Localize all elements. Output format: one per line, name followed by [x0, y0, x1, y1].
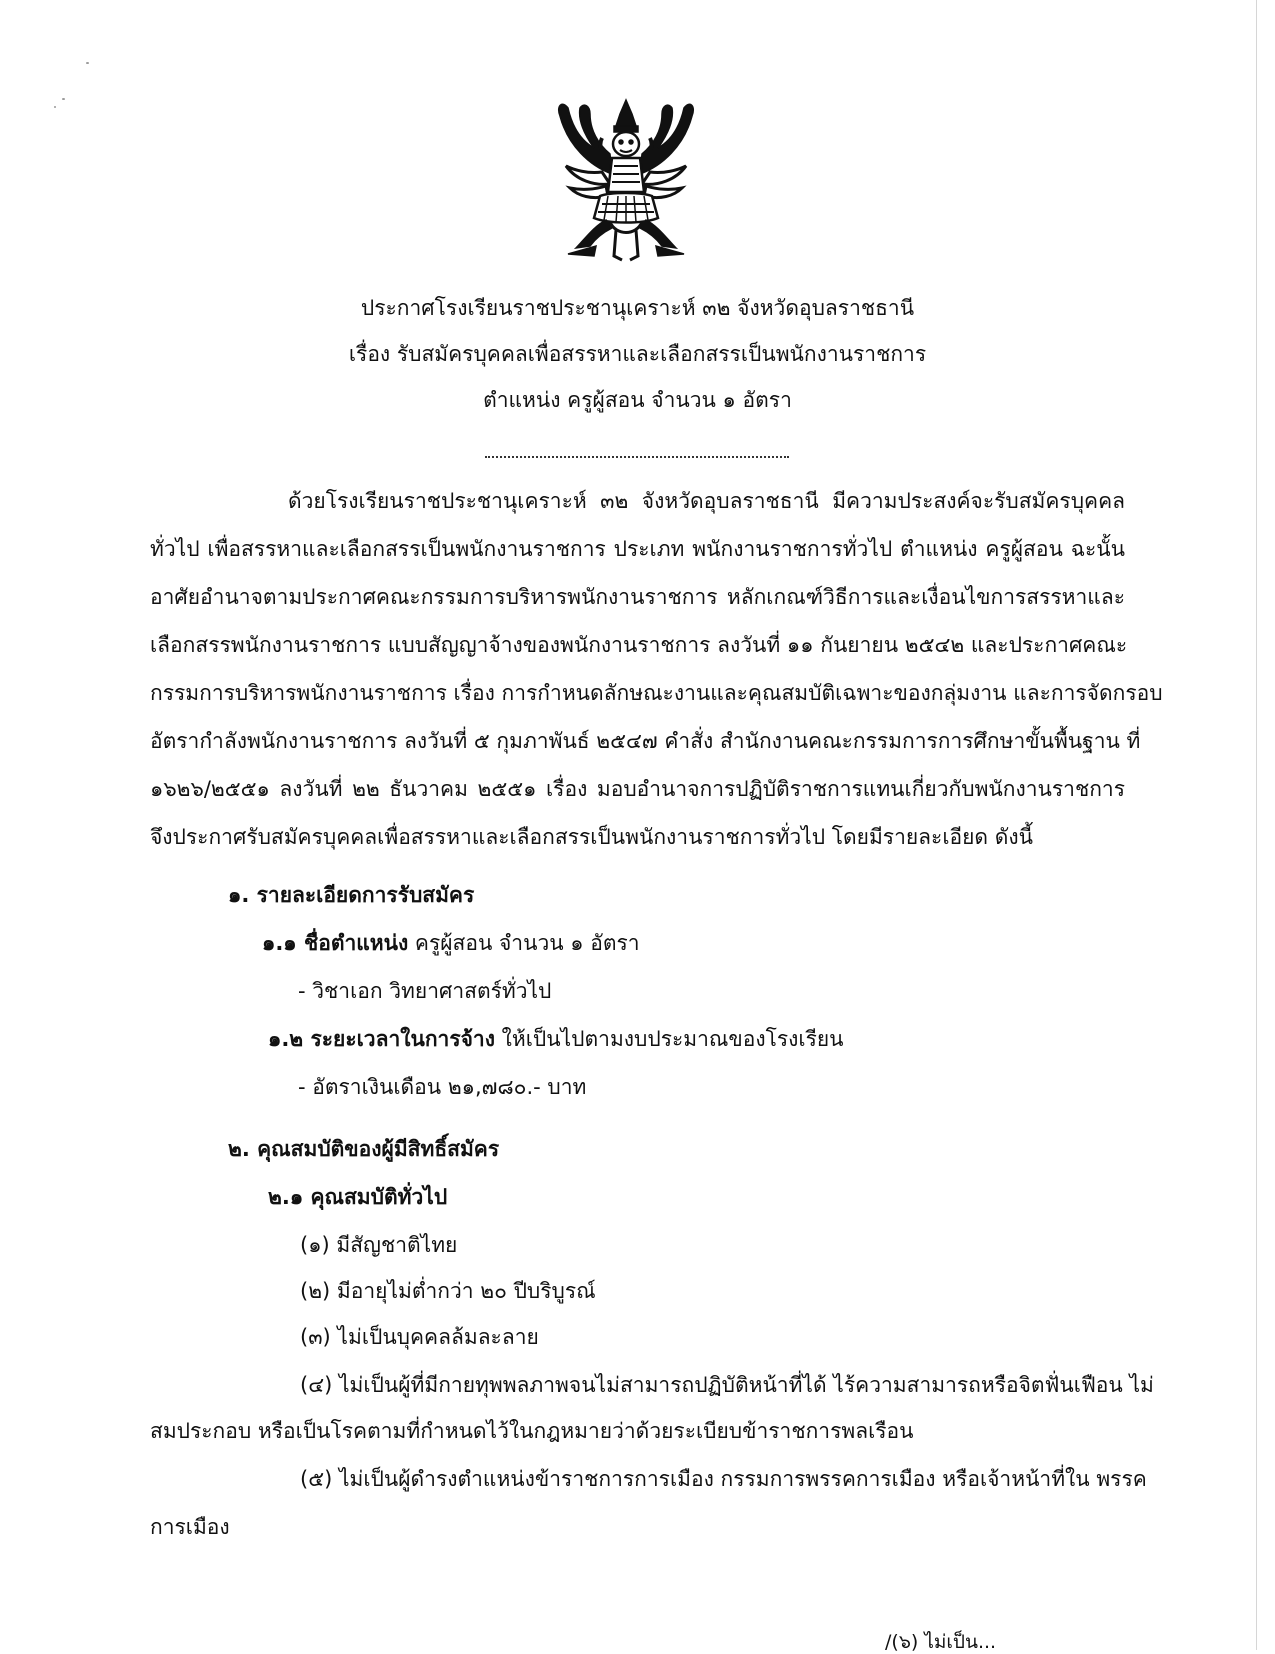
qualification-item: (๔) ไม่เป็นผู้ที่มีกายทุพพลภาพจนไม่สามารถปฏิบัติหน้าที่ได้ ไร้ความสามารถหรือจิตฟั่นเฟือน ไม่ [300, 1373, 1154, 1397]
intro-line: อาศัยอำนาจตามประกาศคณะกรรมการบริหารพนักงานราชการ หลักเกณฑ์วิธีการและเงื่อนไขการสรรหาและ [150, 585, 1125, 609]
section-1-item-1 [262, 928, 640, 958]
intro-line: จึงประกาศรับสมัครบุคคลเพื่อสรรหาและเลือกสรรเป็นพนักงานราชการทั่วไป โดยมีรายละเอียด ดังนี้ [150, 825, 1033, 849]
scan-speck [62, 98, 65, 100]
item-label: ๑.๑ ชื่อตำแหน่ง [262, 931, 409, 955]
item-value: ครูผู้สอน จำนวน ๑ อัตรา [408, 931, 640, 955]
scan-speck [86, 62, 89, 64]
qualification-item: (๕) ไม่เป็นผู้ดำรงตำแหน่งข้าราชการการเมือง กรรมการพรรคการเมือง หรือเจ้าหน้าที่ใน พรรค [300, 1467, 1147, 1491]
section-2-title: ๒. คุณสมบัติของผู้มีสิทธิ์สมัคร [228, 1137, 500, 1161]
item-label: ๑.๒ ระยะเวลาในการจ้าง [268, 1027, 495, 1051]
scan-speck [54, 106, 56, 108]
intro-line: ด้วยโรงเรียนราชประชานุเคราะห์ ๓๒ จังหวัดอุบลราชธานี มีความประสงค์จะรับสมัครบุคคล [288, 489, 1125, 513]
section-1-title: ๑. รายละเอียดการรับสมัคร [228, 883, 475, 907]
intro-line: ทั่วไป เพื่อสรรหาและเลือกสรรเป็นพนักงานราชการ ประเภท พนักงานราชการทั่วไป ตำแหน่ง ครูผู้สอน ฉะนั้น [150, 537, 1125, 561]
section-2-subtitle: ๒.๑ คุณสมบัติทั่วไป [268, 1185, 448, 1209]
intro-line: เลือกสรรพนักงานราชการ แบบสัญญาจ้างของพนักงานราชการ ลงวันที่ ๑๑ กันยายน ๒๕๔๒ และประกาศคณะ [150, 633, 1128, 657]
continuation-marker: /(๖) ไม่เป็น... [885, 1631, 997, 1653]
qualification-item-continued: การเมือง [150, 1515, 230, 1539]
announcement-position: ตำแหน่ง ครูผู้สอน จำนวน ๑ อัตรา [483, 388, 792, 412]
section-1-item-2 [268, 1024, 844, 1054]
garuda-emblem-icon [550, 96, 702, 266]
page-edge-shadow [1256, 0, 1257, 1650]
intro-line: กรรมการบริหารพนักงานราชการ เรื่อง การกำหนดลักษณะงานและคุณสมบัติเฉพาะของกลุ่มงาน และการจัดกรอบ [150, 681, 1163, 705]
qualification-item: (๒) มีอายุไม่ต่ำกว่า ๒๐ ปีบริบูรณ์ [300, 1279, 596, 1303]
qualification-item: (๓) ไม่เป็นบุคคลล้มละลาย [300, 1325, 539, 1349]
announcement-subject: เรื่อง รับสมัครบุคคลเพื่อสรรหาและเลือกสรรเป็นพนักงานราชการ [348, 342, 927, 366]
section-1-item-2-detail: - อัตราเงินเดือน ๒๑,๗๘๐.- บาท [298, 1075, 587, 1099]
qualification-item: (๑) มีสัญชาติไทย [300, 1233, 458, 1257]
intro-line: อัตรากำลังพนักงานราชการ ลงวันที่ ๕ กุมภาพันธ์ ๒๕๔๗ คำสั่ง สำนักงานคณะกรรมการการศึกษาขั้นพื้นฐาน ที่ [150, 729, 1141, 753]
intro-line: ๑๖๒๖/๒๕๕๑ ลงวันที่ ๒๒ ธันวาคม ๒๕๕๑ เรื่อง มอบอำนาจการปฏิบัติราชการแทนเกี่ยวกับพนักงานราชการ [150, 777, 1125, 801]
item-value: ให้เป็นไปตามงบประมาณของโรงเรียน [494, 1027, 844, 1051]
header-separator [485, 456, 789, 458]
qualification-item-continued: สมประกอบ หรือเป็นโรคตามที่กำหนดไว้ในกฎหมายว่าด้วยระเบียบข้าราชการพลเรือน [150, 1419, 914, 1443]
section-1-item-1-detail: - วิชาเอก วิทยาศาสตร์ทั่วไป [298, 979, 552, 1003]
announcement-title: ประกาศโรงเรียนราชประชานุเคราะห์ ๓๒ จังหวัดอุบลราชธานี [360, 296, 915, 320]
